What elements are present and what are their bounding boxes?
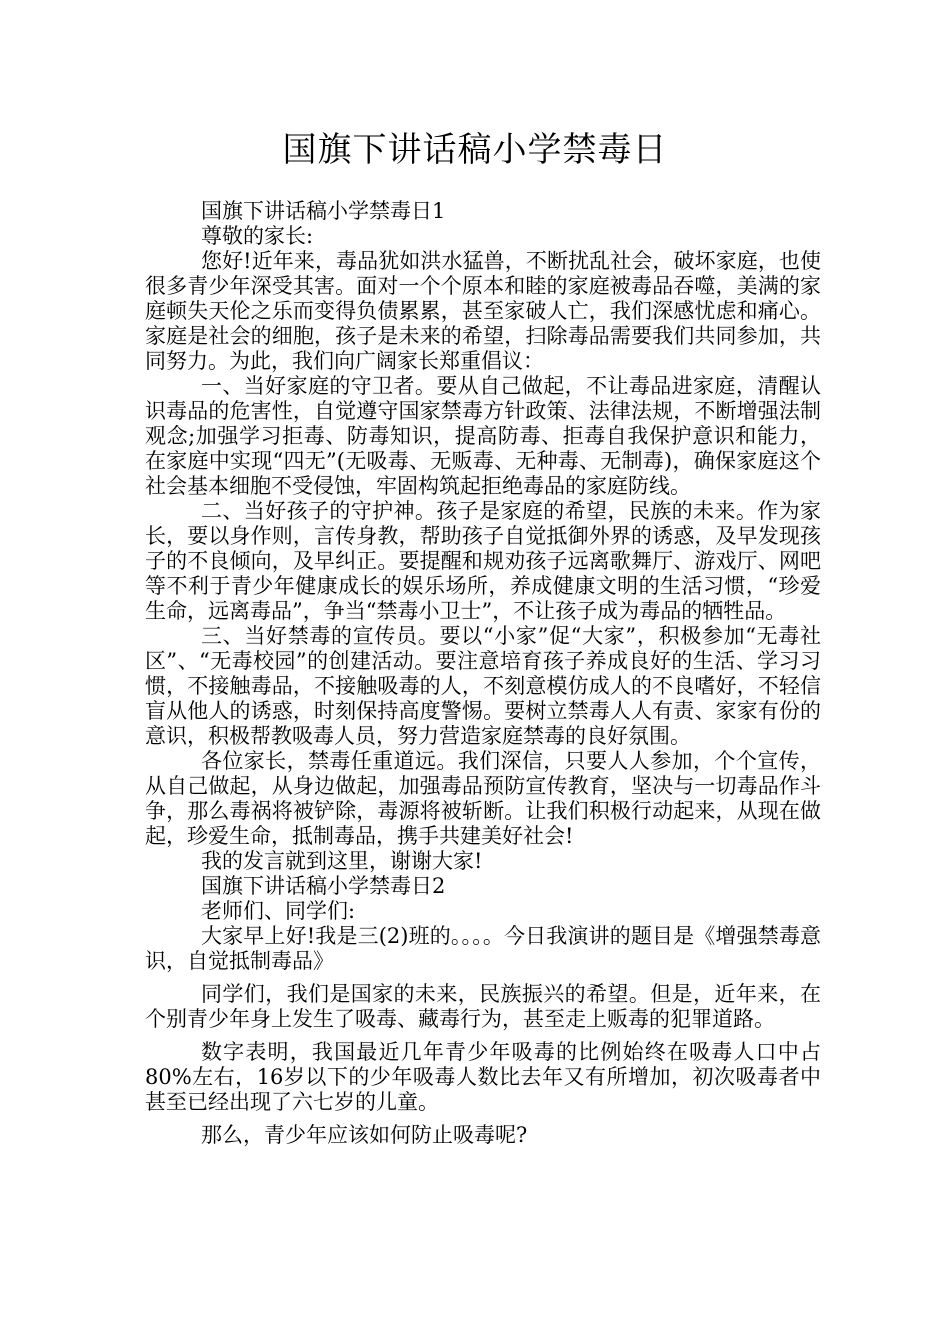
paragraph-point-2: 二、当好孩子的守护神。孩子是家庭的希望，民族的未来。作为家长，要以身作则，言传身教，帮助孩子自觉抵御外界的诱惑，及早发现孩子的不良倾向，及早纠正。要提醒和规劝孩子远离歌舞厅、游戏厅、网吧等不利于青少年健康成长的娱乐场所，养成健康文明的生活习惯，“珍爱生命，远离毒品”，争当“禁毒小卫士”，不让孩子成为毒品的牺牲品。 <box>145 499 821 623</box>
paragraph-point-3: 三、当好禁毒的宣传员。要以“小家”促“大家”，积极参加“无毒社区”、“无毒校园”的创建活动。要注意培育孩子养成良好的生活、学习习惯，不接触毒品，不接触吸毒的人，不刻意模仿成人的不良嗜好，不轻信盲从他人的诱惑，时刻保持高度警惕。要树立禁毒人人有责、家家有份的意识，积极帮教吸毒人员，努力营造家庭禁毒的良好氛围。 <box>145 624 821 748</box>
section-heading-1: 国旗下讲话稿小学禁毒日1 <box>201 199 446 223</box>
document-title: 国旗下讲话稿小学禁毒日 <box>282 130 668 170</box>
paragraph-closing: 各位家长，禁毒任重道远。我们深信，只要人人参加，个个宣传，从自己做起，从身边做起，加强毒品预防宣传教育，坚决与一切毒品作斗争，那么毒祸将被铲除，毒源将被斩断。让我们积极行动起来，从现在做起，珍爱生命，抵制毒品，携手共建美好社会! <box>145 749 821 848</box>
paragraph-thanks: 我的发言就到这里，谢谢大家! <box>201 849 483 873</box>
salutation-2: 老师们、同学们: <box>201 899 356 923</box>
section-heading-2: 国旗下讲话稿小学禁毒日2 <box>201 874 446 898</box>
document-body <box>145 199 821 1148</box>
paragraph-point-1: 一、当好家庭的守卫者。要从自己做起，不让毒品进家庭，清醒认识毒品的危害性，自觉遵守国家禁毒方针政策、法律法规，不断增强法制观念;加强学习拒毒、防毒知识，提高防毒、拒毒自我保护意识和能力，在家庭中实现“四无”(无吸毒、无贩毒、无种毒、无制毒)，确保家庭这个社会基本细胞不受侵蚀，牢固构筑起拒绝毒品的家庭防线。 <box>145 374 821 498</box>
paragraph-question: 那么，青少年应该如何防止吸毒呢? <box>201 1123 528 1147</box>
salutation: 尊敬的家长: <box>201 224 314 248</box>
paragraph-statistics: 数字表明，我国最近几年青少年吸毒的比例始终在吸毒人口中占80%左右，16岁以下的少年吸毒人数比去年又有所增加，初次吸毒者中甚至已经出现了六七岁的儿童。 <box>145 1040 821 1114</box>
paragraph-intro: 您好!近年来，毒品犹如洪水猛兽，不断扰乱社会，破坏家庭，也使很多青少年深受其害。面对一个个原本和睦的家庭被毒品吞噬，美满的家庭顿失天伦之乐而变得负债累累，甚至家破人亡，我们深感忧虑和痛心。家庭是社会的细胞，孩子是未来的希望，扫除毒品需要我们共同参加，共同努力。为此，我们向广阔家长郑重倡议： <box>145 249 821 373</box>
paragraph-students: 同学们，我们是国家的未来，民族振兴的希望。但是，近年来，在个别青少年身上发生了吸毒、藏毒行为，甚至走上贩毒的犯罪道路。 <box>145 982 821 1031</box>
paragraph-greeting: 大家早上好!我是三(2)班的。。。。今日我演讲的题目是《增强禁毒意识，自觉抵制毒品》 <box>145 924 821 973</box>
